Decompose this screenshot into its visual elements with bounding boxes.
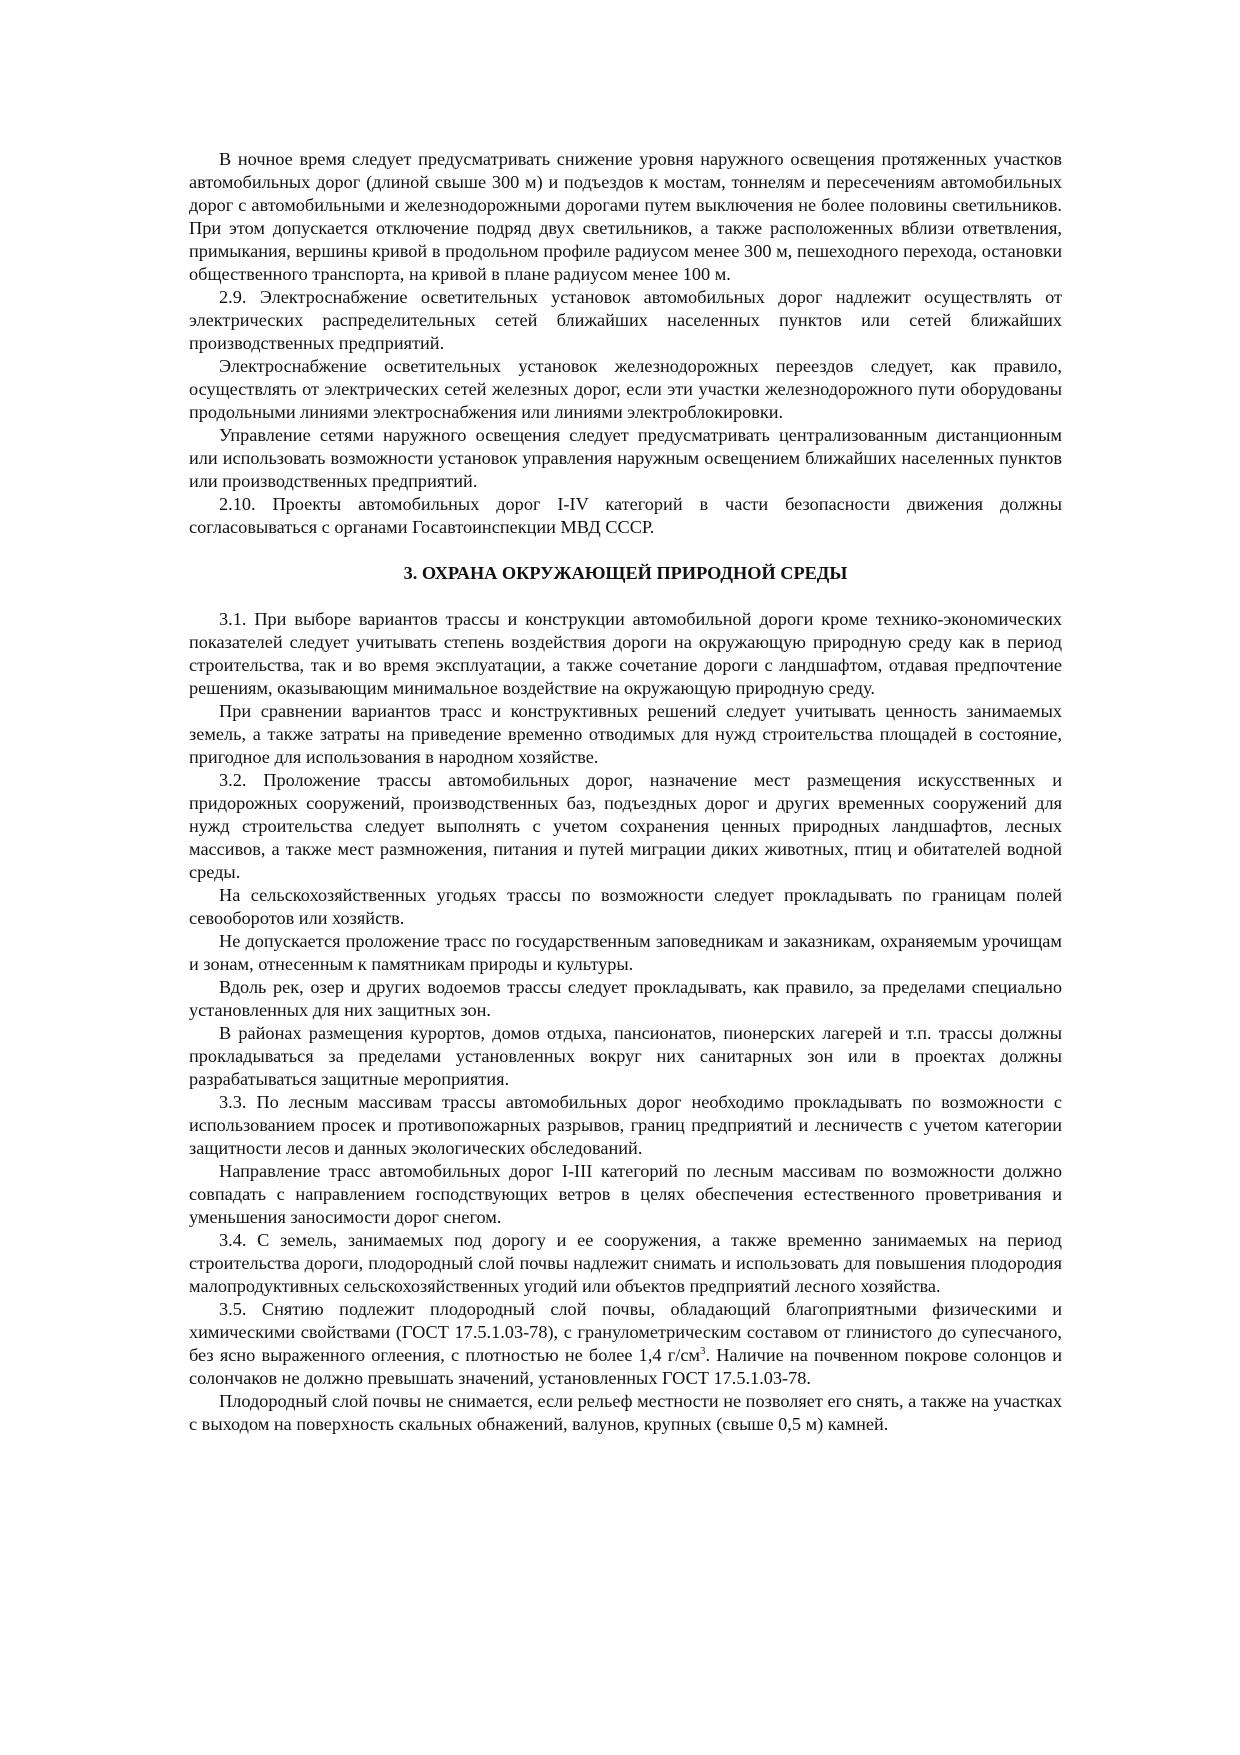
- paragraph-reserves: Не допускается проложение трасс по государственным заповедникам и заказникам, охраняемым урочищам и зонам, отнесенным к памятникам природы и культуры.: [189, 931, 1062, 974]
- paragraph-night-lighting: В ночное время следует предусматривать снижение уровня наружного освещения протяженных участков автомобильных дорог (длиной свыше 300 м) и подъездов к мостам, тоннелям и пересечениям автомобильных дорог с автомобильными и железнодорожными дорогами путем выключения не более половины светильников. При этом допускается отключение подряд двух светильников, а также расположенных вблизи ответвления, примыкания, вершины кривой в продольном профиле радиусом менее 300 м, пешеходного перехода, остановки общественного транспорта, на кривой в плане радиусом менее 100 м.: [189, 149, 1062, 284]
- paragraph-3-3: 3.3. По лесным массивам трассы автомобильных дорог необходимо прокладывать по возможности с использованием просек и противопожарных разрывов, границ предприятий и лесничеств с учетом категории защитности лесов и данных экологических обследований.: [189, 1092, 1062, 1158]
- paragraph-3-5: [189, 1298, 1062, 1390]
- paragraph-3-5-text-continued: . Наличие на почвенном покрове солонцов и солончаков не должно превышать значений, установленных ГОСТ 17.5.1.03-78.: [189, 1345, 1062, 1388]
- section-heading: 3. ОХРАНА ОКРУЖАЮЩЕЙ ПРИРОДНОЙ СРЕДЫ: [403, 563, 848, 583]
- paragraph-3-2: 3.2. Проложение трассы автомобильных дорог, назначение мест размещения искусственных и придорожных сооружений, производственных баз, подъездных дорог и других временных сооружений для нужд строительства следует выполнять с учетом сохранения ценных природных ландшафтов, лесных массивов, а также мест размножения, питания и путей миграции диких животных, птиц и обитателей водной среды.: [189, 770, 1062, 882]
- paragraph-3-4: 3.4. С земель, занимаемых под дорогу и ее сооружения, а также временно занимаемых на период строительства дороги, плодородный слой почвы надлежит снимать и использовать для повышения плодородия малопродуктивных сельскохозяйственных угодий или объектов предприятий лесного хозяйства.: [189, 1230, 1062, 1296]
- document-page: [189, 148, 1062, 1436]
- paragraph-water-bodies: Вдоль рек, озер и других водоемов трассы следует прокладывать, как правило, за пределами специально установленных для них защитных зон.: [189, 977, 1062, 1020]
- paragraph-railway-crossings: Электроснабжение осветительных установок железнодорожных переездов следует, как правило, осуществлять от электрических сетей железных дорог, если эти участки железнодорожного пути оборудованы продольными линиями электроснабжения или линиями электроблокировки.: [189, 356, 1062, 422]
- paragraph-lighting-control: Управление сетями наружного освещения следует предусматривать централизованным дистанционным или использовать возможности установок управления наружным освещением ближайших населенных пунктов или производственных предприятий.: [189, 425, 1062, 491]
- paragraph-route-comparison: При сравнении вариантов трасс и конструктивных решений следует учитывать ценность занимаемых земель, а также затраты на приведение временно отводимых для нужд строительства площадей в состояние, пригодное для использования в народном хозяйстве.: [189, 701, 1062, 767]
- paragraph-3-5-text: 3.5. Снятию подлежит плодородный слой почвы, обладающий благоприятными физическими и химическими свойствами (ГОСТ 17.5.1.03-78), с гранулометрическим составом от глинистого до супесчаного, без ясно выраженного оглеения, с плотностью не более 1,4 г/см: [189, 1299, 1062, 1365]
- paragraph-agricultural-land: На сельскохозяйственных угодьях трассы по возможности следует прокладывать по границам полей севооборотов или хозяйств.: [189, 885, 1062, 928]
- paragraph-2-9: 2.9. Электроснабжение осветительных установок автомобильных дорог надлежит осуществлять от электрических распределительных сетей ближайших населенных пунктов или сетей ближайших производственных предприятий.: [189, 287, 1062, 353]
- paragraph-3-1: 3.1. При выборе вариантов трассы и конструкции автомобильной дороги кроме технико-экономических показателей следует учитывать степень воздействия дороги на окружающую природную среду как в период строительства, так и во время эксплуатации, а также сочетание дороги с ландшафтом, отдавая предпочтение решениям, оказывающим минимальное воздействие на окружающую природную среду.: [189, 609, 1062, 698]
- paragraph-topsoil-exception: Плодородный слой почвы не снимается, если рельеф местности не позволяет его снять, а также на участках с выходом на поверхность скальных обнажений, валунов, крупных (свыше 0,5 м) камней.: [189, 1391, 1062, 1434]
- paragraph-wind-direction: Направление трасс автомобильных дорог I-III категорий по лесным массивам по возможности должно совпадать с направлением господствующих ветров в целях обеспечения естественного проветривания и уменьшения заносимости дорог снегом.: [189, 1161, 1062, 1227]
- superscript-3: 3: [700, 1344, 706, 1357]
- paragraph-2-10: 2.10. Проекты автомобильных дорог I-IV категорий в части безопасности движения должны согласовываться с органами Госавтоинспекции МВД СССР.: [189, 494, 1062, 537]
- paragraph-resorts: В районах размещения курортов, домов отдыха, пансионатов, пионерских лагерей и т.п. трассы должны прокладываться за пределами установленных вокруг них санитарных зон или в проектах должны разрабатываться защитные мероприятия.: [189, 1023, 1062, 1089]
